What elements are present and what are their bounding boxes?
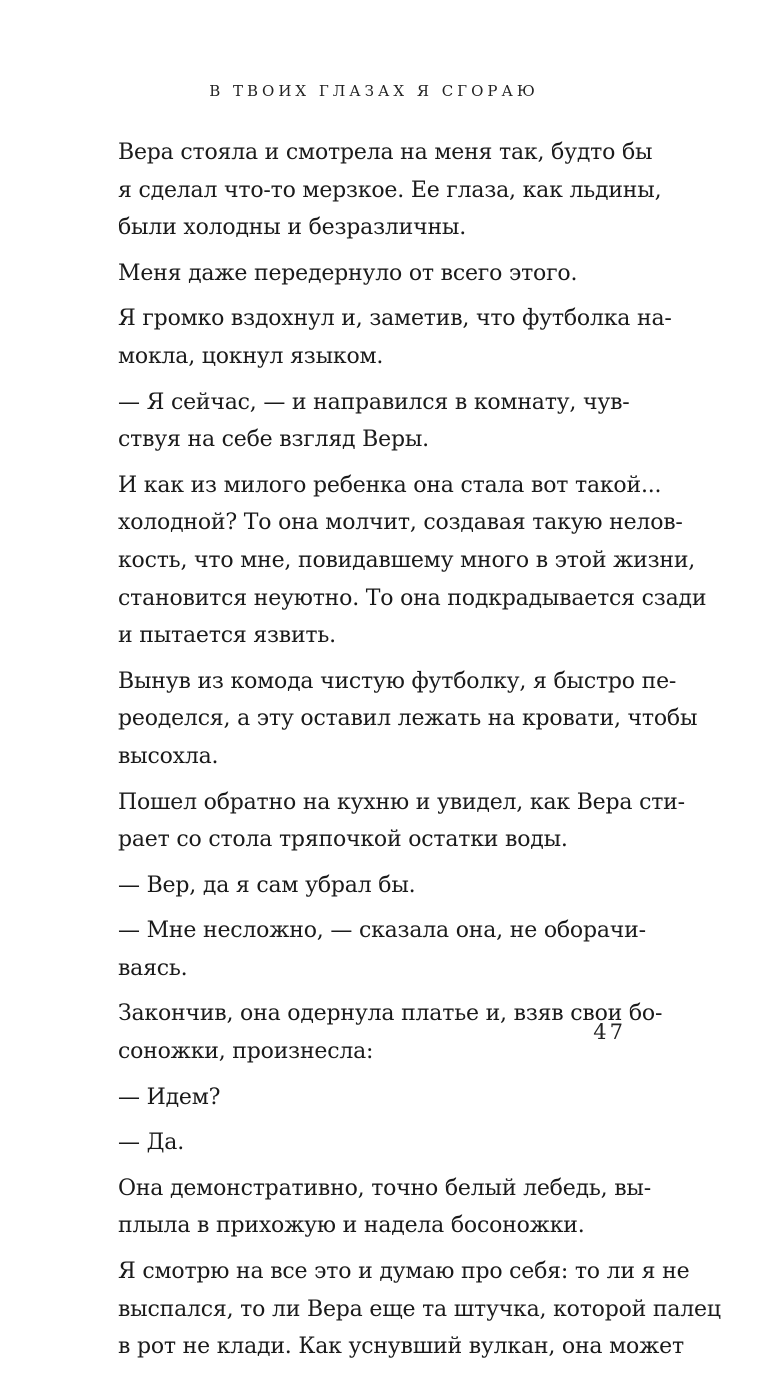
text-line: реоделся, а эту оставил лежать на кровати, чтобы xyxy=(118,706,698,732)
text-line: — Да. xyxy=(118,1130,184,1156)
text-line: ваясь. xyxy=(118,955,188,981)
text-line: — Я сейчас, — и направился в комнату, чув- xyxy=(118,389,630,415)
text-line: холодной? То она молчит, создавая такую нелов- xyxy=(118,510,683,536)
text-line: я сделал что-то мерзкое. Ее глаза, как льдины, xyxy=(118,177,662,203)
text-line: Пошел обратно на кухню и увидел, как Вера сти- xyxy=(118,789,685,815)
paragraph xyxy=(118,300,672,375)
paragraph xyxy=(118,784,685,859)
text-line: И как из милого ребенка она стала вот такой... xyxy=(118,472,662,498)
text-line: — Вер, да я сам убрал бы. xyxy=(118,872,416,898)
text-line: мокла, цокнул языком. xyxy=(118,343,384,369)
text-line: Я смотрю на все это и думаю про себя: то ли я не xyxy=(118,1259,690,1285)
text-line: — Идем? xyxy=(118,1084,221,1110)
paragraph xyxy=(118,384,628,459)
text-line: кость, что мне, повидавшему много в этой жизни, xyxy=(118,547,696,573)
text-line: плыла в прихожую и надела босоножки. xyxy=(118,1213,585,1239)
paragraph xyxy=(118,995,663,1070)
text-line: Она демонстративно, точно белый лебедь, вы- xyxy=(118,1175,651,1201)
page-number: 47 xyxy=(593,1020,626,1044)
text-line: были холодны и безразличны. xyxy=(118,215,467,241)
paragraph xyxy=(118,663,698,776)
paragraph xyxy=(118,255,628,293)
running-head: В ТВОИХ ГЛАЗАХ Я СГОРАЮ xyxy=(209,82,539,100)
text-line: ствуя на себе взгляд Веры. xyxy=(118,427,429,453)
text-line: выспался, то ли Вера еще та штучка, которой палец xyxy=(118,1296,721,1322)
text-line: рает со стола тряпочкой остатки воды. xyxy=(118,827,568,853)
text-line: Закончив, она одернула платье и, взяв свои бо- xyxy=(118,1001,663,1027)
paragraph xyxy=(118,1124,628,1162)
paragraph xyxy=(118,867,628,905)
paragraph xyxy=(118,1170,651,1245)
paragraph xyxy=(118,134,662,247)
text-line: высохла. xyxy=(118,743,219,769)
text-line: Вера стояла и смотрела на меня так, будто бы xyxy=(118,140,653,165)
text-line: становится неуютно. То она подкрадывается сзади xyxy=(118,585,707,611)
text-line: Я громко вздохнул и, заметив, что футболка на- xyxy=(118,306,672,332)
text-line: и пытается язвить. xyxy=(118,623,336,649)
text-line: в рот не клади. Как уснувший вулкан, она может xyxy=(118,1334,684,1360)
paragraph xyxy=(118,467,707,655)
text-line: соножки, произнесла: xyxy=(118,1039,374,1065)
paragraph xyxy=(118,912,646,987)
paragraph xyxy=(118,1079,628,1117)
text-line: Вынув из комода чистую футболку, я быстро пе- xyxy=(118,668,677,694)
body-text xyxy=(118,134,721,1374)
text-line: — Мне несложно, — сказала она, не оборачи- xyxy=(118,918,646,944)
paragraph xyxy=(118,1253,721,1366)
text-line: Меня даже передернуло от всего этого. xyxy=(118,260,578,286)
